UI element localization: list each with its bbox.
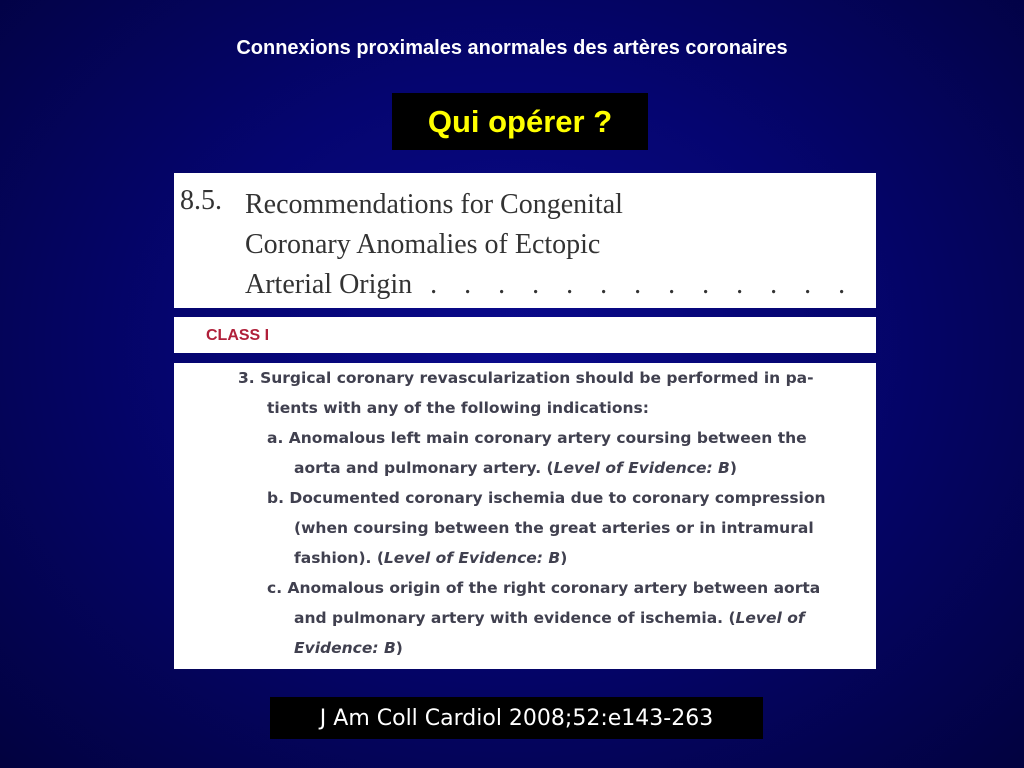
item-letter: a. xyxy=(267,429,284,447)
level-of-evidence: Level of Evidence: B xyxy=(553,459,730,477)
item-text: and pulmonary artery with evidence of ischemia. ( xyxy=(294,609,736,627)
item-text: fashion). ( xyxy=(294,549,384,567)
recommendation-line xyxy=(294,543,567,573)
item-text: Anomalous left main coronary artery coursing between the xyxy=(288,429,807,447)
recommendation-item-a xyxy=(267,423,807,453)
level-of-evidence: Evidence: B xyxy=(294,639,396,657)
level-of-evidence: Level of xyxy=(735,609,805,627)
item-text: Documented coronary ischemia due to coronary compression xyxy=(289,489,826,507)
recommendation-line xyxy=(294,453,737,483)
recommendation-line xyxy=(294,603,805,633)
section-title-line-text: Arterial Origin xyxy=(245,269,413,300)
item-letter: c. xyxy=(267,579,283,597)
section-heading-panel xyxy=(174,173,876,308)
item-close: ) xyxy=(729,459,737,477)
recommendation-line: (when coursing between the great arteries or in intramural xyxy=(294,519,814,537)
class-label: CLASS I xyxy=(206,327,270,344)
subtitle-text: Qui opérer ? xyxy=(427,103,613,139)
item-close: ) xyxy=(395,639,403,657)
recommendation-line: tients with any of the following indications: xyxy=(267,399,649,417)
citation-text: J Am Coll Cardiol 2008;52:e143-263 xyxy=(319,705,714,731)
recommendation-panel xyxy=(174,363,876,669)
recommendation-number: 3. xyxy=(238,369,255,387)
item-text: Anomalous origin of the right coronary artery between aorta xyxy=(287,579,821,597)
slide-subtitle xyxy=(392,93,648,150)
level-of-evidence: Level of Evidence: B xyxy=(383,549,561,567)
slide-title: Connexions proximales anormales des artères coronaires xyxy=(236,37,788,59)
recommendation-line xyxy=(238,363,814,393)
section-title-line: Coronary Anomalies of Ectopic xyxy=(245,229,601,260)
item-close: ) xyxy=(560,549,568,567)
item-letter: b. xyxy=(267,489,284,507)
section-title-line: Recommendations for Congenital xyxy=(245,189,623,220)
section-number: 8.5. xyxy=(180,185,222,216)
citation xyxy=(270,697,763,739)
recommendation-item-b xyxy=(267,483,826,513)
recommendation-line xyxy=(294,633,403,663)
recommendation-intro: Surgical coronary revascularization should be performed in pa- xyxy=(260,369,814,387)
class-panel xyxy=(174,317,876,353)
item-text: aorta and pulmonary artery. ( xyxy=(294,459,554,477)
leader-dots: . . . . . . . . . . . . . xyxy=(430,269,856,300)
recommendation-item-c xyxy=(267,573,820,603)
